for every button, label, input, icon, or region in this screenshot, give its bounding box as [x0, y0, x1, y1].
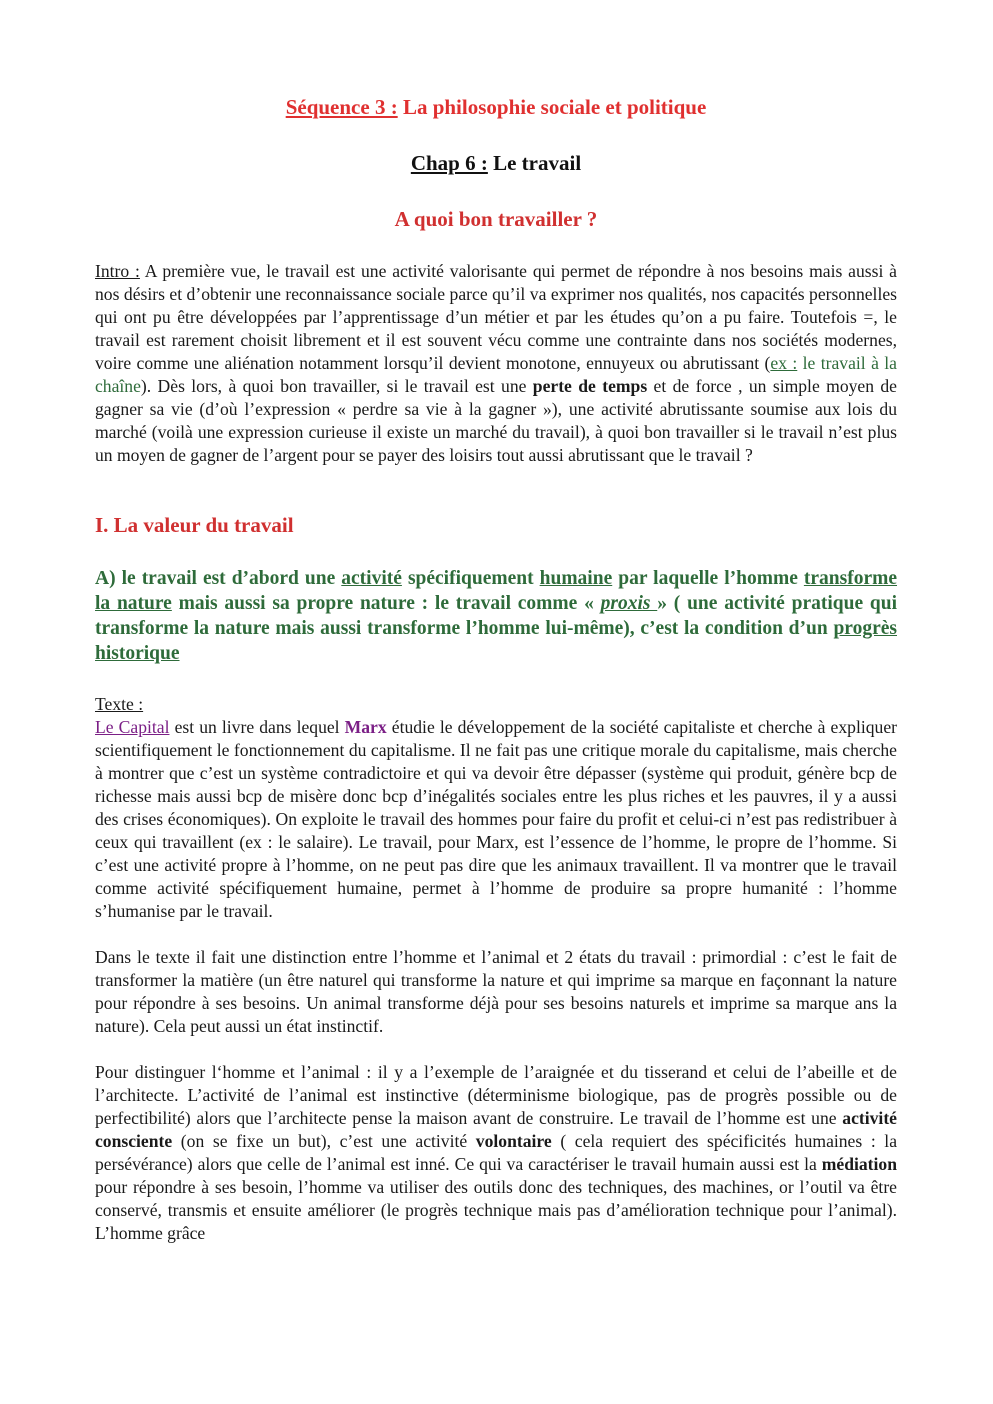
- subheading-part: spécifiquement: [401, 568, 540, 589]
- intro-paragraph: [95, 260, 897, 467]
- subheading-part: par laquelle l’homme: [612, 568, 804, 589]
- example-label: ex :: [770, 353, 798, 373]
- sequence-label: Séquence 3 :: [285, 95, 398, 119]
- subheading-underlined: activité: [341, 568, 402, 589]
- paragraph-text: (on se fixe un but), c’est une activité: [172, 1131, 476, 1151]
- bold-term: activité consciente: [95, 1108, 897, 1151]
- bold-term: volontaire: [475, 1131, 552, 1151]
- subheading-underlined: proxis: [600, 593, 658, 614]
- subheading-part: A) le travail est d’abord une: [95, 568, 342, 589]
- paragraph-text: est un livre dans lequel: [169, 717, 345, 737]
- capital-link[interactable]: Le Capital: [95, 717, 170, 737]
- main-question: A quoi bon travailler ?: [394, 207, 598, 231]
- intro-label: Intro :: [95, 261, 140, 281]
- intro-bold-term: perte de temps: [532, 376, 648, 396]
- intro-text-2: ). Dès lors, à quoi bon travailler, si le travail est une: [140, 376, 533, 396]
- texte-label: Texte :: [95, 694, 144, 714]
- sequence-heading: [95, 92, 897, 122]
- paragraph-text: ( cela requiert des spécificités humaines : la persévérance) alors que celle de l’animal est inné. Ce qui va caractériser le travail humain aussi est la: [95, 1131, 897, 1174]
- chapter-label: Chap 6 :: [410, 151, 488, 175]
- human-animal-paragraph: [95, 1061, 897, 1245]
- subheading-underlined: progrès historique: [95, 618, 897, 664]
- chapter-title: Le travail: [493, 151, 582, 175]
- section-heading: I. La valeur du travail: [95, 513, 294, 537]
- bold-term: médiation: [821, 1154, 897, 1174]
- paragraph-text: Pour distinguer l‘homme et l’animal : il y a l’exemple de l’araignée et du tisserand et celui de l’abeille et de l’architecte. L’activité de l’animal est instinctive (déterminisme biologique, pas de progrès possible ou de perfectibilité) alors que l’architecte pense la maison avant de construire. Le travail de l’homme est une: [95, 1062, 897, 1128]
- intro-text-3: et de force , un simple moyen de gagner sa vie (d’où l’expression « perdre sa vie à la gagner »), une activité abrutissante soumise aux lois du marché (voilà une expression curieuse il existe un marché du travail), à quoi bon travailler si le travail n’est plus un moyen de gagner de l’argent pour se payer des loisirs tout aussi abrutissant que le travail ?: [95, 376, 897, 465]
- subheading-underlined: transforme la nature: [95, 568, 898, 614]
- subsection-heading: [95, 566, 897, 666]
- subheading-underlined: humaine: [539, 568, 613, 589]
- capital-paragraph: [95, 716, 897, 923]
- subheading-part: mais aussi sa propre nature : le travail comme «: [171, 593, 601, 614]
- paragraph-text: pour répondre à ses besoin, l’homme va utiliser des outils donc des techniques, des machines, or l’outil va être conservé, transmis et ensuite améliorer (le progrès technique mais pas d’amélioration technique pour l’animal). L’homme grâce: [95, 1177, 897, 1243]
- intro-text-1: A première vue, le travail est une activité valorisante qui permet de répondre à nos besoins mais aussi à nos désirs et d’obtenir une reconnaissance sociale parce qu’il va exprimer nos qualités, nos capacités personnelles qui ont pu être développées par l’apprentissage d’un métier et par les études qu’on a pu faire. Toutefois =, le travail est rarement choisit librement et il est souvent vécu comme une contrainte dans nos sociétés modernes, voire comme une aliénation notamment lorsqu’il devient monotone, ennuyeux ou abrutissant (: [95, 261, 897, 373]
- marx-name: Marx: [344, 717, 387, 737]
- chapter-heading: [95, 148, 897, 178]
- sequence-title: La philosophie sociale et politique: [402, 95, 707, 119]
- paragraph-text: étudie le développement de la société capitaliste et cherche à expliquer scientifiquement le fonctionnement du capitalisme. Il ne fait pas une critique morale du capitalisme, mais cherche à montrer que c’est un système contradictoire et qui va devoir être dépasser (système qui produit, génère bcp de richesse mais aussi bcp de misère donc bcp d’inégalités sociales entre les plus riches et les pauvres, il y a aussi des crises économiques). On exploite le travail des hommes pour faire du profit et celui-ci n’est pas redistribuer à ceux qui travaillent (ex : le salaire). Le travail, pour Marx, est l’essence de l’homme, le propre de l’homme. Si c’est une activité propre à l’homme, on ne peut pas dire que les animaux travaillent. Il va montrer que le travail comme activité spécifiquement humaine, permet à l’homme de produire sa propre humanité : l’homme s’humanise par le travail.: [95, 717, 897, 921]
- example-text: le travail à la chaîne: [95, 353, 897, 396]
- subheading-part: » ( une activité pratique qui transforme la nature mais aussi transforme l’homme lui-même), c’est la condition d’un: [95, 593, 897, 639]
- document-page: [95, 92, 897, 1245]
- distinction-paragraph: Dans le texte il fait une distinction entre l’homme et l’animal et 2 états du travail : primordial : c’est le fait de transformer la matière (un être naturel qui transforme la nature et qui imprime sa marque en façonnant la nature pour répondre à ses besoins. Un animal transforme déjà pour ses besoins naturels et imprime sa marque ans la nature). Cela peut aussi un état instinctif.: [95, 947, 897, 1036]
